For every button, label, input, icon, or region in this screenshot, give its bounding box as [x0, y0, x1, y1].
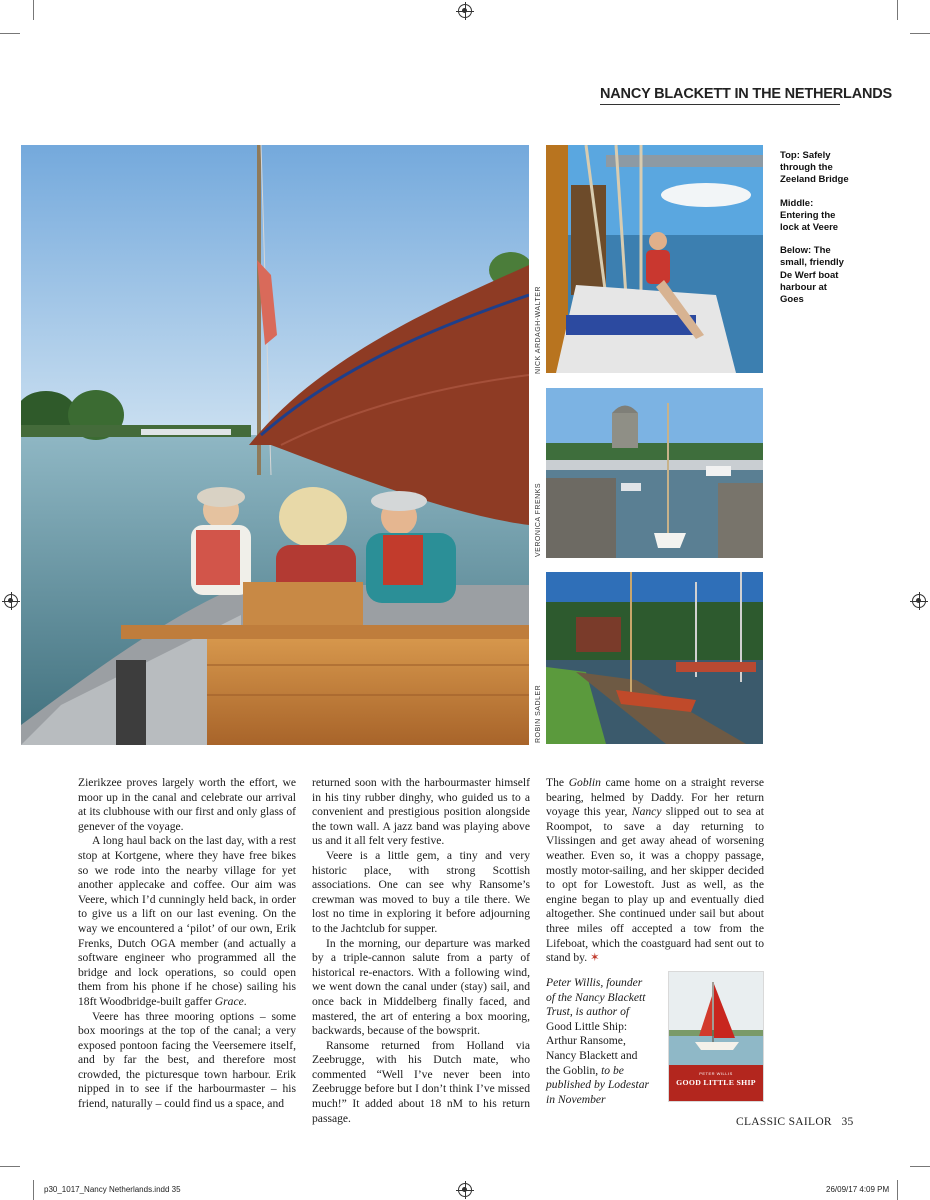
body-column-2 — [312, 776, 530, 1126]
paragraph: Zierikzee proves largely worth the effort, we moor up in the canal and celebrate our arrival at its clubhouse with our first and only glass of genever of the voyage. — [78, 776, 296, 833]
paragraph: Ransome returned from Holland via Zeebrugge, with his Dutch mate, who commented “Well I’ve never been into Zeebrugge before but I don’t think I’ve missed much!” It added about 18 nM to his return passage. — [312, 1038, 530, 1125]
paragraph: In the morning, our departure was marked by a triple-cannon salute from a party of historical re-enactors. With a following wind, we went down the canal under (stay) sail, and once back in Middelberg finally faced, and mastered, the art of entering a box mooring, backwards, because of the bowsprit. — [312, 936, 530, 1038]
photo-captions — [780, 150, 850, 317]
main-photo — [21, 145, 529, 745]
paragraph: The Goblin came home on a straight reverse bearing, helmed by Daddy. For her return voyage this year, Nancy slipped out to sea at Roompot, to save a day returning to Vlissingen and get away ahead of worsening weather. Even so, it was a choppy passage, mostly motor-sailing, and her skipper decided to opt for Lowestoft. Just as well, as the engine began to play up and eventually died altogether. She continued under sail but about three miles off accepted a tow from the Lifeboat, which the coastguard had sent out to stand by. ✶ — [546, 776, 764, 965]
paragraph: Veere has three mooring options – some box moorings at the top of the canal; a very exposed pontoon facing the Veersemere itself, and by far the best, and therefore most crowded, the picturesque town harbour. Erik nipped in to see if the harbourmaster – his friend, naturally – could find us a space, and — [78, 1009, 296, 1111]
book-title: GOOD LITTLE SHIP — [676, 1078, 756, 1087]
page-number: 35 — [841, 1116, 854, 1128]
body-column-1 — [78, 776, 296, 1112]
end-mark-icon: ✶ — [590, 951, 600, 965]
boat-name-nancy: Nancy — [631, 805, 662, 819]
book-cover — [669, 972, 763, 1101]
registration-mark-right — [912, 594, 926, 608]
header-rule — [600, 104, 840, 105]
boat-name-grace: Grace — [214, 994, 244, 1008]
paragraph: returned soon with the harbourmaster himself in his tiny rubber dinghy, who guided us to a convenient and prestigious position alongside the town wall. A jazz band was playing above us and it all felt very festive. — [312, 776, 530, 848]
registration-mark-left — [4, 594, 18, 608]
boat-name-goblin: Goblin — [568, 776, 601, 789]
registration-mark-top — [458, 4, 472, 18]
top-photo — [546, 145, 763, 373]
folio — [736, 1116, 854, 1128]
author-bio: Peter Willis, founder of the Nancy Blackett Trust, is author of Good Little Ship: Arthur Ransome, Nancy Blackett and the Goblin, to be published by Lodestar in November — [546, 976, 650, 1106]
caption-top: Top: Safely through the Zeeland Bridge — [780, 150, 849, 186]
caption-middle: Middle: Entering the lock at Veere — [780, 197, 839, 234]
caption-below: Below: The small, friendly De Werf boat harbour at Goes — [780, 245, 844, 306]
slug-date: 26/09/17 4:09 PM — [826, 1185, 890, 1194]
bottom-photo — [546, 572, 763, 744]
photo-credit-middle: VERONICA FRENKS — [535, 482, 542, 557]
registration-mark-bottom — [458, 1183, 472, 1197]
magazine-name: CLASSIC SAILOR — [736, 1116, 832, 1128]
photo-credit-bottom: ROBIN SADLER — [535, 684, 542, 743]
middle-photo — [546, 388, 763, 558]
paragraph: A long haul back on the last day, with a rest stop at Kortgene, where they have free bikes so we rode into the nearby village for yet another applecake and coffee. Our aim was Veere, which I’d cunningly held back, in order to give us a lift on our last evening. On the way we encountered a ‘pilot’ of our own, Erik Frenks, Dutch OGA member (and actually a software engineer who programmed all the bridge and lock operations, so could open them from his phone if he chose) sailing his 18ft Woodbridge-built gaffer Grace. — [78, 834, 296, 1008]
paragraph: Veere is a little gem, a tiny and very historic place, with strong Scottish associations. One can see why Ransome’s crewman was moved to buy a tile there. We lost no time in exploring it before adjourning to the Jachtclub for supper. — [312, 848, 530, 935]
book-author: PETER WILLIS — [699, 1071, 733, 1076]
slug-filename: p30_1017_Nancy Netherlands.indd 35 — [44, 1185, 181, 1194]
running-header: NANCY BLACKETT IN THE NETHERLANDS — [600, 86, 892, 102]
photo-credit-top: NICK ARDAGH-WALTER — [535, 286, 542, 374]
body-column-3 — [546, 776, 764, 966]
